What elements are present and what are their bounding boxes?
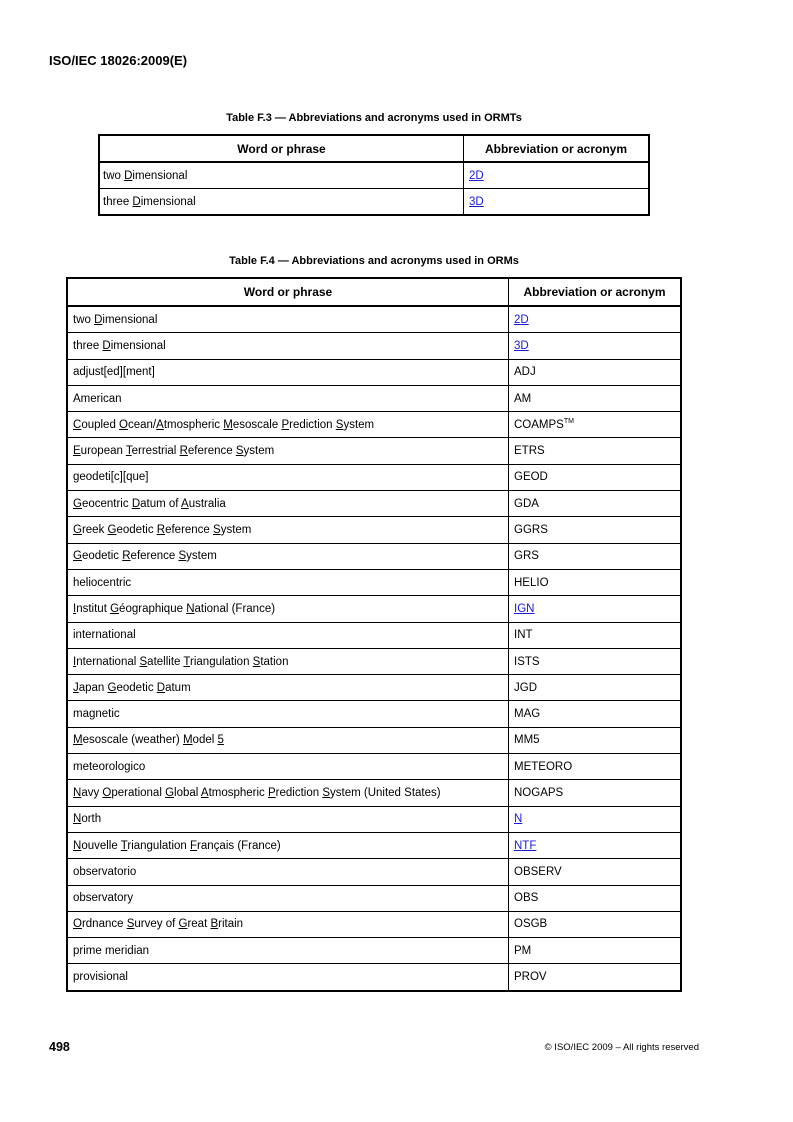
- table-row: [67, 780, 681, 806]
- table-row: [67, 859, 681, 885]
- underlined-initial: S: [178, 550, 187, 563]
- abbreviation-cell: [509, 885, 682, 911]
- underlined-initial: S: [322, 786, 331, 799]
- underlined-initial: G: [73, 524, 82, 537]
- phrase-text: ystem: [243, 445, 275, 458]
- word-or-phrase-cell: [67, 412, 509, 438]
- underlined-initial: S: [213, 524, 221, 537]
- underlined-initial: G: [73, 497, 82, 510]
- phrase-text: eodetic: [116, 681, 157, 694]
- abbreviation-text: JGD: [514, 681, 537, 694]
- underlined-initial: C: [73, 418, 82, 431]
- table-f3-body: [99, 162, 649, 215]
- underlined-initial: O: [73, 918, 82, 931]
- underlined-initial: F: [190, 839, 198, 852]
- phrase-text: eference: [165, 524, 214, 537]
- underlined-initial: D: [102, 339, 111, 352]
- underlined-initial: G: [73, 550, 82, 563]
- underlined-initial: S: [252, 655, 261, 668]
- phrase-text: nstitut: [76, 602, 111, 615]
- table-row: [67, 675, 681, 701]
- word-or-phrase-cell: [67, 359, 509, 385]
- word-or-phrase-cell: [67, 543, 509, 569]
- table-f3: [98, 134, 650, 216]
- underlined-initial: J: [73, 681, 79, 694]
- column-header-word-or-phrase: Word or phrase: [67, 278, 509, 306]
- table-header-row: [67, 278, 681, 306]
- abbreviation-cell: [509, 491, 682, 517]
- phrase-text: imensional: [132, 169, 188, 182]
- table-row: [67, 517, 681, 543]
- abbreviation-cell: [509, 464, 682, 490]
- table-row: [99, 189, 649, 216]
- word-or-phrase-cell: [67, 859, 509, 885]
- underlined-initial: A: [181, 497, 189, 510]
- underlined-initial: G: [107, 524, 117, 537]
- phrase-text: cean/: [128, 418, 157, 431]
- table-row: [67, 412, 681, 438]
- abbreviation-cell: [509, 832, 682, 858]
- table-f4-body: [67, 306, 681, 991]
- word-or-phrase-cell: [67, 727, 509, 753]
- abbreviation-text: GEOD: [514, 471, 548, 484]
- table-row: [67, 596, 681, 622]
- phrase-text: ustralia: [188, 497, 226, 510]
- phrase-text: tation: [260, 655, 289, 668]
- word-or-phrase-cell: [67, 885, 509, 911]
- underlined-initial: T: [120, 839, 128, 852]
- phrase-text: riangulation: [127, 839, 191, 852]
- underlined-initial: B: [210, 918, 219, 931]
- word-or-phrase-cell: [67, 517, 509, 543]
- table-row: [67, 938, 681, 964]
- phrase-text: tmospheric: [163, 418, 224, 431]
- table-row: [67, 754, 681, 780]
- abbreviation-cell: [509, 964, 682, 991]
- underlined-initial: G: [110, 602, 120, 615]
- phrase-text: riangulation: [190, 655, 253, 668]
- abbreviation-cell: [509, 701, 682, 727]
- phrase-text: lobal: [174, 786, 201, 799]
- phrase-text: errestrial: [131, 445, 180, 458]
- word-or-phrase-cell: [67, 911, 509, 937]
- abbreviation-text: ISTS: [514, 655, 540, 668]
- abbreviation-text: PM: [514, 944, 532, 957]
- column-header-abbreviation: Abbreviation or acronym: [464, 135, 650, 162]
- abbreviation-cell: [509, 306, 682, 333]
- abbreviation-cell: [509, 569, 682, 595]
- phrase-text: observatory: [73, 892, 134, 905]
- page-number: 498: [49, 1040, 70, 1054]
- table-row: [67, 464, 681, 490]
- phrase-text: uropean: [80, 445, 126, 458]
- underlined-initial: D: [131, 497, 141, 510]
- word-or-phrase-cell: [67, 622, 509, 648]
- table-f4: [66, 277, 682, 992]
- abbreviation-cell: [509, 938, 682, 964]
- phrase-text: ritain: [218, 918, 244, 931]
- underlined-initial: P: [268, 786, 276, 799]
- underlined-initial: G: [165, 786, 175, 799]
- abbreviation-cell: [509, 412, 682, 438]
- underlined-initial: N: [73, 813, 82, 826]
- document-id-header: ISO/IEC 18026:2009(E): [49, 53, 188, 68]
- table-row: [67, 832, 681, 858]
- abbreviation-link[interactable]: N: [514, 813, 523, 826]
- phrase-text: odel: [192, 734, 218, 747]
- abbreviation-link[interactable]: 2D: [514, 313, 529, 326]
- phrase-text: atum of: [140, 497, 182, 510]
- underlined-initial: M: [223, 418, 233, 431]
- phrase-text: eodetic: [116, 524, 157, 537]
- phrase-text: reat: [187, 918, 211, 931]
- phrase-text: rançais (France): [197, 839, 281, 852]
- word-or-phrase-cell: [67, 491, 509, 517]
- abbreviation-text: AM: [514, 392, 532, 405]
- phrase-text: three: [103, 195, 133, 208]
- phrase-text: rdnance: [81, 918, 127, 931]
- underlined-initial: S: [235, 445, 244, 458]
- phrase-text: two: [103, 169, 125, 182]
- phrase-text: ystem (United States): [330, 786, 441, 799]
- phrase-text: esoscale (weather): [82, 734, 183, 747]
- table-header-row: [99, 135, 649, 162]
- phrase-text: geodeti[c][que]: [73, 471, 149, 484]
- phrase-text: nternational: [76, 655, 140, 668]
- phrase-text: atum: [165, 681, 191, 694]
- phrase-text: rediction: [275, 786, 323, 799]
- phrase-text: ystem: [220, 524, 252, 537]
- word-or-phrase-cell: [67, 701, 509, 727]
- abbreviation-cell: [509, 859, 682, 885]
- underlined-initial: S: [126, 918, 135, 931]
- word-or-phrase-cell: [67, 596, 509, 622]
- abbreviation-text: HELIO: [514, 576, 549, 589]
- underlined-initial: M: [182, 734, 193, 747]
- abbreviation-text: NOGAPS: [514, 786, 564, 799]
- abbreviation-cell: [464, 162, 650, 189]
- abbreviation-text: MM5: [514, 734, 540, 747]
- phrase-text: ational (France): [194, 602, 276, 615]
- abbreviation-text: METEORO: [514, 760, 573, 773]
- abbreviation-cell: [509, 648, 682, 674]
- phrase-text: esoscale: [232, 418, 282, 431]
- phrase-text: provisional: [73, 971, 128, 984]
- abbreviation-text: OBSERV: [514, 865, 562, 878]
- abbreviation-text: GDA: [514, 497, 539, 510]
- word-or-phrase-cell: [67, 675, 509, 701]
- abbreviation-cell: [509, 780, 682, 806]
- word-or-phrase-cell: [67, 780, 509, 806]
- word-or-phrase-cell: [67, 569, 509, 595]
- table-row: [67, 727, 681, 753]
- word-or-phrase-cell: [67, 938, 509, 964]
- abbreviation-text: PROV: [514, 971, 547, 984]
- underlined-initial: 5: [217, 734, 224, 747]
- word-or-phrase-cell: [67, 832, 509, 858]
- phrase-text: magnetic: [73, 708, 120, 721]
- phrase-text: prime meridian: [73, 944, 150, 957]
- phrase-text: reek: [81, 524, 108, 537]
- underlined-initial: O: [102, 786, 112, 799]
- abbreviation-cell: [509, 359, 682, 385]
- underlined-initial: D: [124, 169, 133, 182]
- word-or-phrase-cell: [67, 333, 509, 359]
- underlined-initial: R: [179, 445, 188, 458]
- phrase-text: American: [73, 392, 122, 405]
- underlined-initial: R: [122, 550, 131, 563]
- phrase-text: oupled: [81, 418, 120, 431]
- underlined-initial: D: [156, 681, 166, 694]
- phrase-text: imensional: [102, 313, 158, 326]
- underlined-initial: D: [94, 313, 103, 326]
- underlined-initial: A: [200, 786, 209, 799]
- abbreviation-cell: [464, 189, 650, 216]
- underlined-initial: N: [73, 839, 82, 852]
- abbreviation-text: GGRS: [514, 524, 548, 537]
- phrase-text: meteorologico: [73, 760, 146, 773]
- underlined-initial: N: [186, 602, 195, 615]
- abbreviation-cell: [509, 438, 682, 464]
- abbreviation-cell: [509, 385, 682, 411]
- abbreviation-link[interactable]: NTF: [514, 839, 537, 852]
- word-or-phrase-cell: [99, 189, 464, 216]
- phrase-text: international: [73, 629, 136, 642]
- table-row: [67, 438, 681, 464]
- phrase-text: apan: [78, 681, 108, 694]
- abbreviation-link[interactable]: 2D: [469, 169, 484, 182]
- phrase-text: heliocentric: [73, 576, 132, 589]
- underlined-initial: S: [335, 418, 344, 431]
- underlined-initial: O: [119, 418, 128, 431]
- underlined-initial: T: [183, 655, 191, 668]
- word-or-phrase-cell: [67, 648, 509, 674]
- phrase-text: avy: [81, 786, 103, 799]
- phrase-text: three: [73, 339, 103, 352]
- abbreviation-text: OBS: [514, 892, 539, 905]
- phrase-text: imensional: [140, 195, 196, 208]
- table-row: [67, 569, 681, 595]
- abbreviation-cell: [509, 806, 682, 832]
- phrase-text: eference: [187, 445, 236, 458]
- abbreviation-link[interactable]: 3D: [469, 195, 484, 208]
- underlined-initial: A: [156, 418, 164, 431]
- word-or-phrase-cell: [67, 806, 509, 832]
- underlined-initial: G: [107, 681, 117, 694]
- abbreviation-text: ADJ: [514, 366, 536, 379]
- word-or-phrase-cell: [67, 964, 509, 991]
- trademark-superscript: TM: [563, 418, 574, 426]
- word-or-phrase-cell: [99, 162, 464, 189]
- phrase-text: tmospheric: [208, 786, 268, 799]
- abbreviation-text: MAG: [514, 708, 541, 721]
- phrase-text: atellite: [147, 655, 184, 668]
- underlined-initial: G: [178, 918, 188, 931]
- underlined-initial: N: [73, 786, 82, 799]
- underlined-initial: S: [139, 655, 148, 668]
- underlined-initial: R: [156, 524, 166, 537]
- phrase-text: eocentric: [81, 497, 132, 510]
- word-or-phrase-cell: [67, 385, 509, 411]
- word-or-phrase-cell: [67, 306, 509, 333]
- abbreviation-cell: [509, 754, 682, 780]
- table-row: [67, 648, 681, 674]
- phrase-text: éographique: [119, 602, 187, 615]
- phrase-text: ystem: [343, 418, 375, 431]
- phrase-text: adjust[ed][ment]: [73, 366, 155, 379]
- underlined-initial: T: [125, 445, 132, 458]
- abbreviation-cell: [509, 596, 682, 622]
- abbreviation-cell: [509, 543, 682, 569]
- word-or-phrase-cell: [67, 754, 509, 780]
- phrase-text: perational: [111, 786, 166, 799]
- phrase-text: imensional: [110, 339, 166, 352]
- table-row: [67, 333, 681, 359]
- abbreviation-cell: [509, 911, 682, 937]
- table-row: [67, 885, 681, 911]
- word-or-phrase-cell: [67, 464, 509, 490]
- table-row: [67, 543, 681, 569]
- phrase-text: orth: [81, 813, 102, 826]
- phrase-text: ystem: [186, 550, 217, 563]
- column-header-abbreviation: Abbreviation or acronym: [509, 278, 682, 306]
- table-row: [67, 911, 681, 937]
- phrase-text: rediction: [289, 418, 336, 431]
- phrase-text: two: [73, 313, 95, 326]
- phrase-text: urvey of: [134, 918, 179, 931]
- phrase-text: ouvelle: [81, 839, 121, 852]
- abbreviation-text: COAMPS: [514, 419, 564, 432]
- underlined-initial: E: [73, 445, 81, 458]
- table-f4-title: Table F.4 — Abbreviations and acronyms used in ORMs: [229, 255, 519, 267]
- table-row: [67, 701, 681, 727]
- copyright-notice: © ISO/IEC 2009 – All rights reserved: [544, 1042, 699, 1053]
- phrase-text: eference: [130, 550, 179, 563]
- underlined-initial: I: [73, 655, 77, 668]
- table-row: [67, 385, 681, 411]
- abbreviation-text: OSGB: [514, 918, 548, 931]
- underlined-initial: M: [73, 734, 83, 747]
- abbreviation-text: INT: [514, 629, 533, 642]
- underlined-initial: D: [132, 195, 141, 208]
- abbreviation-link[interactable]: 3D: [514, 339, 529, 352]
- abbreviation-cell: [509, 622, 682, 648]
- table-row: [67, 964, 681, 991]
- abbreviation-cell: [509, 517, 682, 543]
- abbreviation-link[interactable]: IGN: [514, 602, 535, 615]
- abbreviation-cell: [509, 675, 682, 701]
- phrase-text: eodetic: [81, 550, 123, 563]
- table-row: [67, 622, 681, 648]
- table-row: [67, 491, 681, 517]
- phrase-text: observatorio: [73, 865, 137, 878]
- table-row: [67, 359, 681, 385]
- table-row: [67, 806, 681, 832]
- table-row: [67, 306, 681, 333]
- abbreviation-cell: [509, 727, 682, 753]
- abbreviation-cell: [509, 333, 682, 359]
- word-or-phrase-cell: [67, 438, 509, 464]
- underlined-initial: I: [73, 602, 77, 615]
- table-row: [99, 162, 649, 189]
- abbreviation-text: ETRS: [514, 445, 545, 458]
- underlined-initial: P: [281, 418, 290, 431]
- column-header-word-or-phrase: Word or phrase: [99, 135, 464, 162]
- table-f3-title: Table F.3 — Abbreviations and acronyms used in ORMTs: [226, 112, 522, 124]
- abbreviation-text: GRS: [514, 550, 539, 563]
